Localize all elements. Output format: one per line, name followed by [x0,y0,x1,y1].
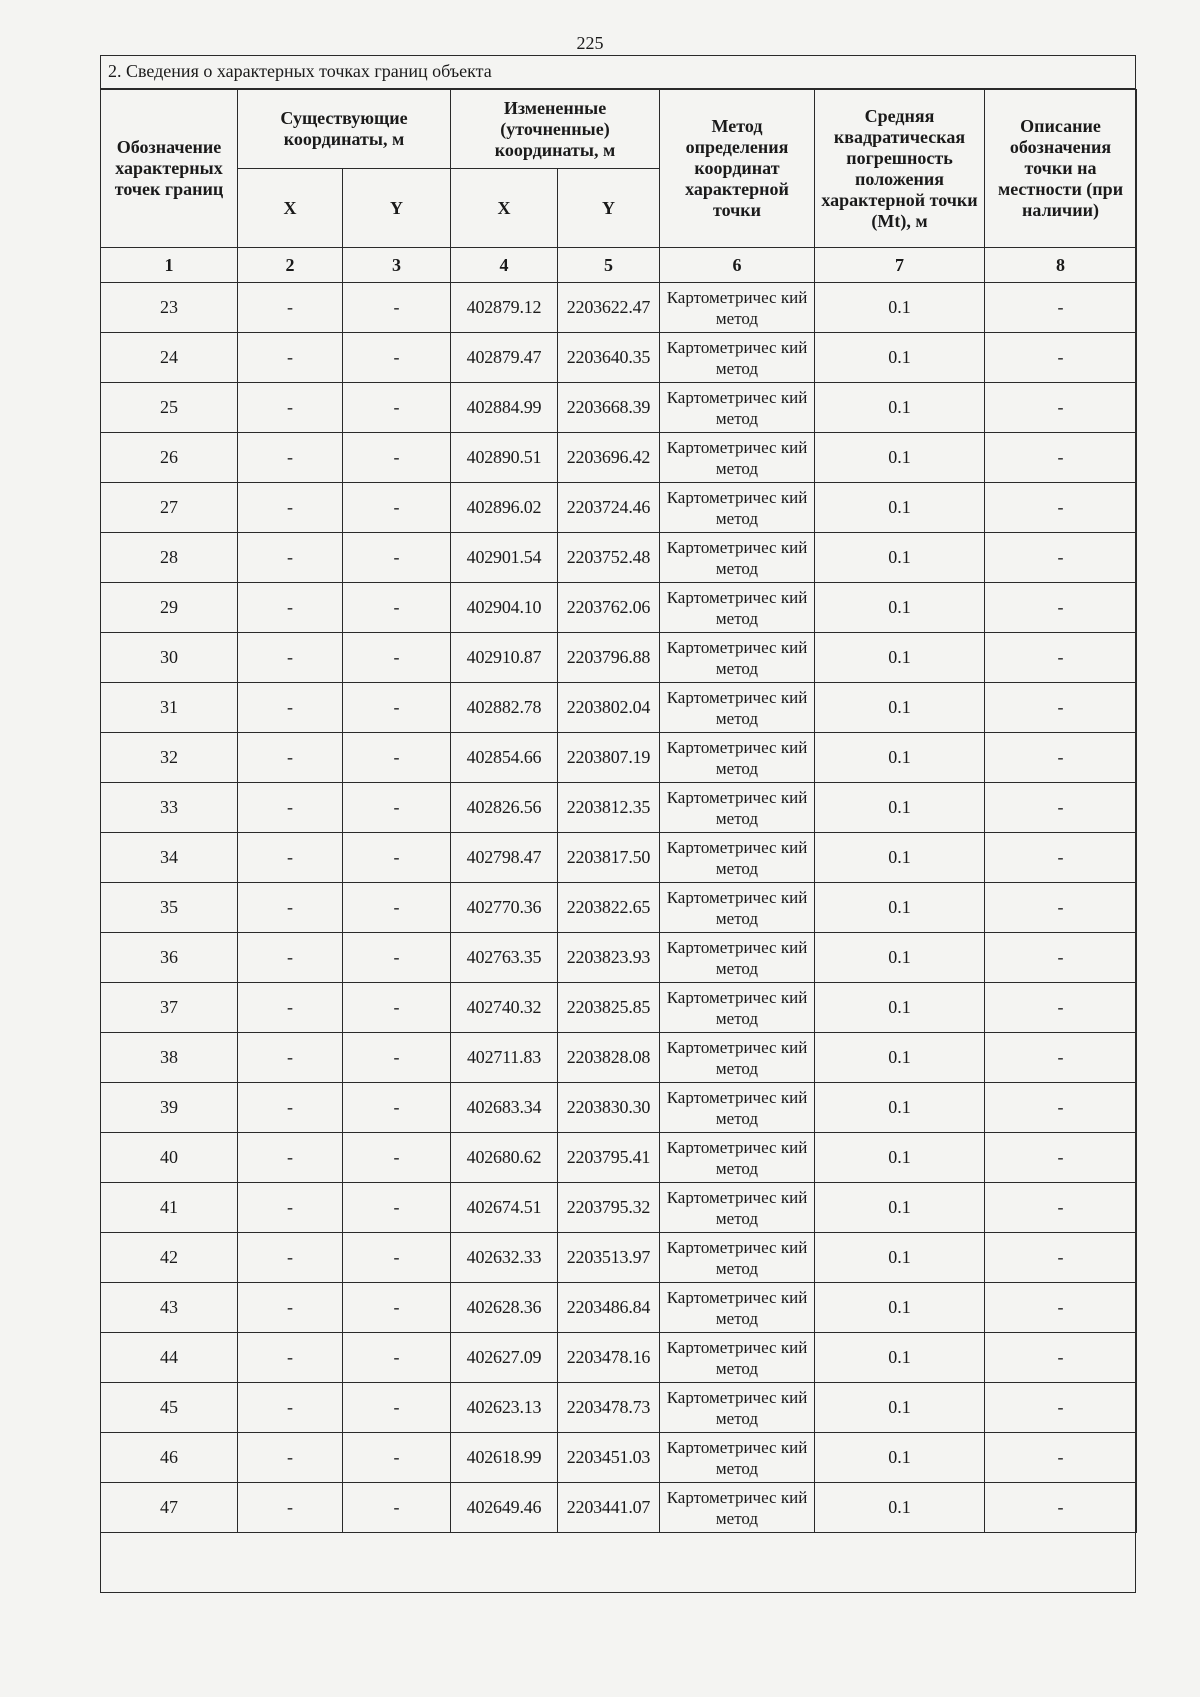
point-cell: 38 [101,1033,238,1083]
description-cell: - [985,283,1137,333]
table-row [101,483,1137,533]
description-cell: - [985,883,1137,933]
point-cell: 23 [101,283,238,333]
table-row [101,583,1137,633]
error-cell: 0.1 [815,583,985,633]
x-coordinate-cell: 402854.66 [451,733,558,783]
y-coordinate-cell: 2203513.97 [558,1233,660,1283]
y-coordinate-cell: 2203640.35 [558,333,660,383]
table-row [101,1033,1137,1083]
header-existing-y: Y [343,169,451,248]
table-row [101,1333,1137,1383]
point-cell: 37 [101,983,238,1033]
description-cell: - [985,333,1137,383]
column-number: 4 [451,248,558,283]
y-coordinate-cell: 2203441.07 [558,1483,660,1533]
method-cell: Картометричес кий метод [660,683,815,733]
error-cell: 0.1 [815,683,985,733]
y-coordinate-cell: 2203478.16 [558,1333,660,1383]
point-cell: 24 [101,333,238,383]
existing-x-cell: - [238,1333,343,1383]
point-cell: 27 [101,483,238,533]
page-number: 225 [576,33,604,53]
x-coordinate-cell: 402740.32 [451,983,558,1033]
existing-x-cell: - [238,583,343,633]
existing-x-cell: - [238,483,343,533]
existing-x-cell: - [238,883,343,933]
method-cell: Картометричес кий метод [660,583,815,633]
table-row [101,1383,1137,1433]
error-cell: 0.1 [815,283,985,333]
table-row [101,833,1137,883]
y-coordinate-cell: 2203762.06 [558,583,660,633]
existing-y-cell: - [343,283,451,333]
table-row [101,383,1137,433]
point-cell: 26 [101,433,238,483]
y-coordinate-cell: 2203668.39 [558,383,660,433]
x-coordinate-cell: 402896.02 [451,483,558,533]
x-coordinate-cell: 402770.36 [451,883,558,933]
description-cell: - [985,1233,1137,1283]
y-coordinate-cell: 2203724.46 [558,483,660,533]
method-cell: Картометричес кий метод [660,1333,815,1383]
description-cell: - [985,1033,1137,1083]
table-row [101,533,1137,583]
header-changed-x: X [451,169,558,248]
method-cell: Картометричес кий метод [660,983,815,1033]
method-cell: Картометричес кий метод [660,1283,815,1333]
existing-x-cell: - [238,1433,343,1483]
existing-x-cell: - [238,683,343,733]
y-coordinate-cell: 2203812.35 [558,783,660,833]
point-cell: 36 [101,933,238,983]
error-cell: 0.1 [815,333,985,383]
x-coordinate-cell: 402632.33 [451,1233,558,1283]
column-number: 1 [101,248,238,283]
existing-x-cell: - [238,933,343,983]
point-cell: 41 [101,1183,238,1233]
x-coordinate-cell: 402882.78 [451,683,558,733]
existing-y-cell: - [343,683,451,733]
error-cell: 0.1 [815,783,985,833]
existing-y-cell: - [343,1483,451,1533]
method-cell: Картометричес кий метод [660,533,815,583]
method-cell: Картометричес кий метод [660,483,815,533]
existing-x-cell: - [238,283,343,333]
existing-x-cell: - [238,1083,343,1133]
y-coordinate-cell: 2203830.30 [558,1083,660,1133]
existing-y-cell: - [343,1383,451,1433]
table-row [101,283,1137,333]
existing-x-cell: - [238,1283,343,1333]
description-cell: - [985,1133,1137,1183]
column-number: 7 [815,248,985,283]
existing-x-cell: - [238,783,343,833]
method-cell: Картометричес кий метод [660,633,815,683]
header-existing-coords: Существующие координаты, м [238,90,451,169]
existing-x-cell: - [238,1133,343,1183]
error-cell: 0.1 [815,1333,985,1383]
description-cell: - [985,1333,1137,1383]
existing-x-cell: - [238,833,343,883]
x-coordinate-cell: 402627.09 [451,1333,558,1383]
y-coordinate-cell: 2203622.47 [558,283,660,333]
point-cell: 43 [101,1283,238,1333]
table-row [101,883,1137,933]
existing-x-cell: - [238,533,343,583]
existing-x-cell: - [238,1183,343,1233]
header-changed-y: Y [558,169,660,248]
point-cell: 34 [101,833,238,883]
y-coordinate-cell: 2203825.85 [558,983,660,1033]
existing-x-cell: - [238,1383,343,1433]
point-cell: 39 [101,1083,238,1133]
existing-y-cell: - [343,1133,451,1183]
error-cell: 0.1 [815,1083,985,1133]
x-coordinate-cell: 402711.83 [451,1033,558,1083]
existing-x-cell: - [238,333,343,383]
error-cell: 0.1 [815,483,985,533]
column-number: 2 [238,248,343,283]
table-row [101,1283,1137,1333]
existing-x-cell: - [238,733,343,783]
x-coordinate-cell: 402618.99 [451,1433,558,1483]
existing-y-cell: - [343,333,451,383]
table-row [101,333,1137,383]
description-cell: - [985,1283,1137,1333]
method-cell: Картометричес кий метод [660,1383,815,1433]
table-row [101,933,1137,983]
existing-x-cell: - [238,633,343,683]
y-coordinate-cell: 2203696.42 [558,433,660,483]
error-cell: 0.1 [815,633,985,683]
table-empty-tail [100,1555,1136,1593]
x-coordinate-cell: 402826.56 [451,783,558,833]
column-number: 6 [660,248,815,283]
description-cell: - [985,1433,1137,1483]
error-cell: 0.1 [815,1383,985,1433]
y-coordinate-cell: 2203796.88 [558,633,660,683]
table-row [101,1433,1137,1483]
error-cell: 0.1 [815,833,985,883]
existing-y-cell: - [343,1083,451,1133]
error-cell: 0.1 [815,1483,985,1533]
x-coordinate-cell: 402798.47 [451,833,558,883]
existing-x-cell: - [238,433,343,483]
x-coordinate-cell: 402904.10 [451,583,558,633]
error-cell: 0.1 [815,533,985,583]
table-row [101,1233,1137,1283]
existing-y-cell: - [343,583,451,633]
existing-y-cell: - [343,383,451,433]
existing-y-cell: - [343,1333,451,1383]
point-cell: 32 [101,733,238,783]
boundary-points-table [100,89,1137,1533]
error-cell: 0.1 [815,983,985,1033]
error-cell: 0.1 [815,1233,985,1283]
x-coordinate-cell: 402910.87 [451,633,558,683]
table-row [101,633,1137,683]
x-coordinate-cell: 402879.47 [451,333,558,383]
table-row [101,1483,1137,1533]
table-row [101,433,1137,483]
existing-x-cell: - [238,1483,343,1533]
description-cell: - [985,833,1137,883]
error-cell: 0.1 [815,883,985,933]
method-cell: Картометричес кий метод [660,1133,815,1183]
method-cell: Картометричес кий метод [660,283,815,333]
table-row [101,1183,1137,1233]
description-cell: - [985,533,1137,583]
header-error: Средняя квадратическая погрешность положения характерной точки (Mt), м [815,90,985,248]
error-cell: 0.1 [815,383,985,433]
method-cell: Картометричес кий метод [660,783,815,833]
x-coordinate-cell: 402884.99 [451,383,558,433]
point-cell: 47 [101,1483,238,1533]
y-coordinate-cell: 2203828.08 [558,1033,660,1083]
existing-y-cell: - [343,883,451,933]
method-cell: Картометричес кий метод [660,883,815,933]
table-row [101,783,1137,833]
column-number: 5 [558,248,660,283]
existing-y-cell: - [343,933,451,983]
error-cell: 0.1 [815,1133,985,1183]
description-cell: - [985,1483,1137,1533]
description-cell: - [985,1183,1137,1233]
y-coordinate-cell: 2203823.93 [558,933,660,983]
error-cell: 0.1 [815,1183,985,1233]
description-cell: - [985,383,1137,433]
description-cell: - [985,733,1137,783]
method-cell: Картометричес кий метод [660,333,815,383]
table-row [101,1133,1137,1183]
existing-y-cell: - [343,1183,451,1233]
description-cell: - [985,983,1137,1033]
method-cell: Картометричес кий метод [660,1183,815,1233]
y-coordinate-cell: 2203807.19 [558,733,660,783]
error-cell: 0.1 [815,1433,985,1483]
method-cell: Картометричес кий метод [660,1233,815,1283]
point-cell: 28 [101,533,238,583]
existing-y-cell: - [343,1283,451,1333]
point-cell: 45 [101,1383,238,1433]
description-cell: - [985,483,1137,533]
y-coordinate-cell: 2203817.50 [558,833,660,883]
point-cell: 29 [101,583,238,633]
x-coordinate-cell: 402623.13 [451,1383,558,1433]
x-coordinate-cell: 402674.51 [451,1183,558,1233]
x-coordinate-cell: 402763.35 [451,933,558,983]
method-cell: Картометричес кий метод [660,1483,815,1533]
header-designation: Обозначение характерных точек границ [101,90,238,248]
method-cell: Картометричес кий метод [660,833,815,883]
x-coordinate-cell: 402680.62 [451,1133,558,1183]
error-cell: 0.1 [815,733,985,783]
y-coordinate-cell: 2203478.73 [558,1383,660,1433]
existing-x-cell: - [238,1033,343,1083]
existing-y-cell: - [343,1233,451,1283]
point-cell: 46 [101,1433,238,1483]
y-coordinate-cell: 2203451.03 [558,1433,660,1483]
existing-y-cell: - [343,733,451,783]
point-cell: 30 [101,633,238,683]
existing-y-cell: - [343,983,451,1033]
description-cell: - [985,433,1137,483]
error-cell: 0.1 [815,433,985,483]
existing-x-cell: - [238,383,343,433]
existing-y-cell: - [343,433,451,483]
y-coordinate-cell: 2203486.84 [558,1283,660,1333]
existing-x-cell: - [238,983,343,1033]
header-changed-coords: Измененные (уточненные) координаты, м [451,90,660,169]
existing-y-cell: - [343,783,451,833]
header-existing-x: X [238,169,343,248]
table-row [101,983,1137,1033]
point-cell: 42 [101,1233,238,1283]
existing-x-cell: - [238,1233,343,1283]
header-description: Описание обозначения точки на местности (при наличии) [985,90,1137,248]
description-cell: - [985,583,1137,633]
column-number: 3 [343,248,451,283]
existing-y-cell: - [343,483,451,533]
x-coordinate-cell: 402901.54 [451,533,558,583]
description-cell: - [985,633,1137,683]
method-cell: Картометричес кий метод [660,1433,815,1483]
point-cell: 25 [101,383,238,433]
point-cell: 35 [101,883,238,933]
description-cell: - [985,933,1137,983]
description-cell: - [985,683,1137,733]
point-cell: 44 [101,1333,238,1383]
method-cell: Картометричес кий метод [660,733,815,783]
point-cell: 31 [101,683,238,733]
y-coordinate-cell: 2203822.65 [558,883,660,933]
method-cell: Картометричес кий метод [660,933,815,983]
method-cell: Картометричес кий метод [660,383,815,433]
method-cell: Картометричес кий метод [660,1033,815,1083]
y-coordinate-cell: 2203802.04 [558,683,660,733]
error-cell: 0.1 [815,1033,985,1083]
method-cell: Картометричес кий метод [660,1083,815,1133]
description-cell: - [985,783,1137,833]
table-row [101,733,1137,783]
x-coordinate-cell: 402879.12 [451,283,558,333]
y-coordinate-cell: 2203795.32 [558,1183,660,1233]
point-cell: 33 [101,783,238,833]
y-coordinate-cell: 2203795.41 [558,1133,660,1183]
existing-y-cell: - [343,1433,451,1483]
section-title: 2. Сведения о характерных точках границ объекта [100,55,1136,89]
error-cell: 0.1 [815,1283,985,1333]
description-cell: - [985,1383,1137,1433]
point-cell: 40 [101,1133,238,1183]
existing-y-cell: - [343,533,451,583]
y-coordinate-cell: 2203752.48 [558,533,660,583]
x-coordinate-cell: 402683.34 [451,1083,558,1133]
x-coordinate-cell: 402628.36 [451,1283,558,1333]
x-coordinate-cell: 402890.51 [451,433,558,483]
column-number: 8 [985,248,1137,283]
header-method: Метод определения координат характерной точки [660,90,815,248]
description-cell: - [985,1083,1137,1133]
table-row [101,683,1137,733]
existing-y-cell: - [343,633,451,683]
method-cell: Картометричес кий метод [660,433,815,483]
x-coordinate-cell: 402649.46 [451,1483,558,1533]
existing-y-cell: - [343,1033,451,1083]
error-cell: 0.1 [815,933,985,983]
table-row [101,1083,1137,1133]
existing-y-cell: - [343,833,451,883]
